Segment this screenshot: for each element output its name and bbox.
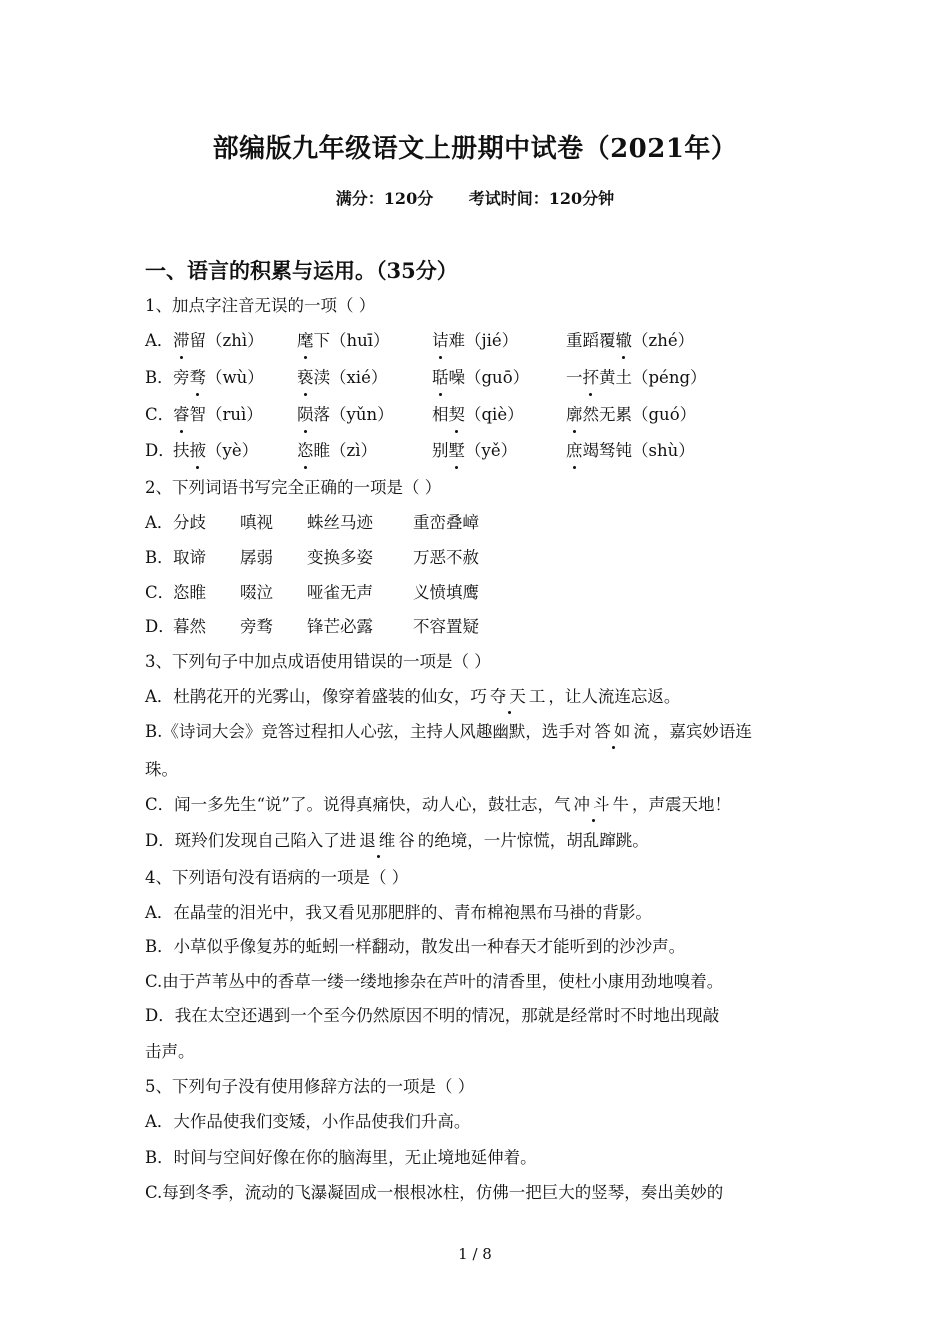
option-item: 啜泣: [240, 583, 273, 602]
page-title: 部编版九年级语文上册期中试卷（2021年）: [212, 134, 738, 164]
text: 的绝境，一片惊慌，胡乱蹿跳。: [417, 831, 649, 850]
q1-option-c: [145, 403, 815, 427]
option-item: 分歧: [173, 513, 206, 532]
option-item: 哑雀无声: [307, 583, 373, 602]
option-item: 暮然: [173, 617, 206, 636]
option-label: B．: [145, 548, 174, 567]
option-item: 孱弱: [240, 548, 273, 567]
option-item: 蛛丝马迹: [307, 513, 373, 532]
q2-option-b: [145, 546, 815, 570]
option-item: 亵渎（xié）: [297, 366, 387, 390]
text: D．斑羚们发现自己陷入了: [145, 831, 340, 850]
q3-option-b: [145, 721, 815, 743]
option-label: C．: [145, 405, 175, 424]
option-item: 相契（qiè）: [432, 403, 524, 427]
q4-option-d-cont: 击声。: [145, 1042, 195, 1061]
option-item: 一抔黄土（péng）: [566, 366, 707, 390]
option-item: 锋芒必露: [307, 617, 373, 636]
page-number: 1 / 8: [458, 1245, 492, 1263]
option-item: 庶竭驽钝（shù）: [566, 439, 695, 463]
option-item: 扶掖（yè）: [173, 439, 258, 463]
option-item: 恣睢: [173, 583, 206, 602]
q5-option-a: A．大作品使我们变矮，小作品使我们升高。: [145, 1112, 471, 1131]
q3-option-b-cont: 珠。: [145, 760, 178, 779]
dotted-idiom: 气冲斗牛: [554, 795, 632, 814]
option-item: 睿智（ruì）: [173, 403, 263, 427]
q3-option-c: [145, 794, 815, 816]
q5-option-c: C.每到冬季，流动的飞瀑凝固成一根根冰柱，仿佛一把巨大的竖琴，奏出美妙的: [145, 1183, 724, 1202]
option-item: 旁骛（wù）: [173, 366, 264, 390]
option-item: 廓然无累（guó）: [566, 403, 696, 427]
text: ，让人流连忘返。: [548, 687, 681, 706]
text: ，声震天地！: [632, 795, 731, 814]
q2-option-a: [145, 511, 815, 535]
question-3-stem: 3、下列句子中加点成语使用错误的一项是（ ）: [145, 652, 491, 671]
option-item: 万恶不赦: [413, 548, 479, 567]
q1-option-d: [145, 439, 815, 463]
option-item: 麾下（huī）: [297, 329, 390, 353]
text: ，嘉宾妙语连: [652, 722, 752, 741]
option-label: A．: [145, 331, 174, 350]
text: C．闻一多先生“说”了。说得真痛快，动人心，鼓壮志，: [145, 795, 554, 814]
section-heading: 一、语言的积累与运用。（35分）: [145, 258, 458, 283]
q1-option-b: [145, 366, 815, 390]
option-item: 恣睢（zì）: [297, 439, 377, 463]
option-item: 旁骛: [240, 617, 273, 636]
q3-option-a: [145, 686, 815, 708]
question-1-stem: 1、加点字注音无误的一项（ ）: [145, 296, 376, 315]
text: A．杜鹃花开的光雾山，像穿着盛装的仙女，: [145, 687, 471, 706]
text: B.《诗词大会》竞答过程扣人心弦，主持人风趣幽默，选手: [145, 722, 575, 741]
q4-option-b: B．小草似乎像复苏的蚯蚓一样翻动，散发出一种春天才能听到的沙沙声。: [145, 937, 686, 956]
option-item: 重峦叠嶂: [413, 513, 479, 532]
option-item: 义愤填鹰: [413, 583, 479, 602]
dotted-idiom: 巧夺天工: [470, 687, 549, 706]
option-item: 诘难（jié）: [432, 329, 518, 353]
option-item: 取谛: [173, 548, 206, 567]
dotted-idiom: 进退维谷: [339, 831, 418, 850]
option-item: 重蹈覆辙（zhé）: [566, 329, 694, 353]
option-item: 变换多姿: [307, 548, 373, 567]
q1-option-a: [145, 329, 815, 353]
option-label: A．: [145, 513, 174, 532]
exam-info: [0, 186, 950, 209]
q5-option-b: B．时间与空间好像在你的脑海里，无止境地延伸着。: [145, 1148, 537, 1167]
option-item: 不容置疑: [413, 617, 479, 636]
q4-option-d: D．我在太空还遇到一个至今仍然原因不明的情况，那就是经常时不时地出现敲: [145, 1006, 720, 1025]
q3-option-d: [145, 830, 815, 852]
option-item: 别墅（yě）: [432, 439, 517, 463]
q4-option-c: C.由于芦苇丛中的香草一缕一缕地掺杂在芦叶的清香里，使杜小康用劲地嗅着。: [145, 972, 724, 991]
option-item: 滞留（zhì）: [173, 329, 264, 353]
option-item: 嗔视: [240, 513, 273, 532]
question-4-stem: 4、下列语句没有语病的一项是（ ）: [145, 868, 409, 887]
option-label: D．: [145, 617, 175, 636]
option-item: 聒噪（guō）: [432, 366, 529, 390]
option-item: 陨落（yǔn）: [297, 403, 394, 427]
q2-option-d: [145, 615, 815, 639]
dotted-idiom: 对答如流: [574, 722, 653, 741]
option-label: C．: [145, 583, 175, 602]
full-score: 满分：120分: [335, 189, 434, 208]
option-label: D．: [145, 441, 175, 460]
option-label: B．: [145, 368, 174, 387]
question-5-stem: 5、下列句子没有使用修辞方法的一项是（ ）: [145, 1077, 475, 1096]
question-2-stem: 2、下列词语书写完全正确的一项是（ ）: [145, 478, 442, 497]
q4-option-a: A．在晶莹的泪光中，我又看见那肥胖的、青布棉袍黑布马褂的背影。: [145, 903, 652, 922]
exam-time: 考试时间：120分钟: [468, 189, 615, 208]
q2-option-c: [145, 581, 815, 605]
